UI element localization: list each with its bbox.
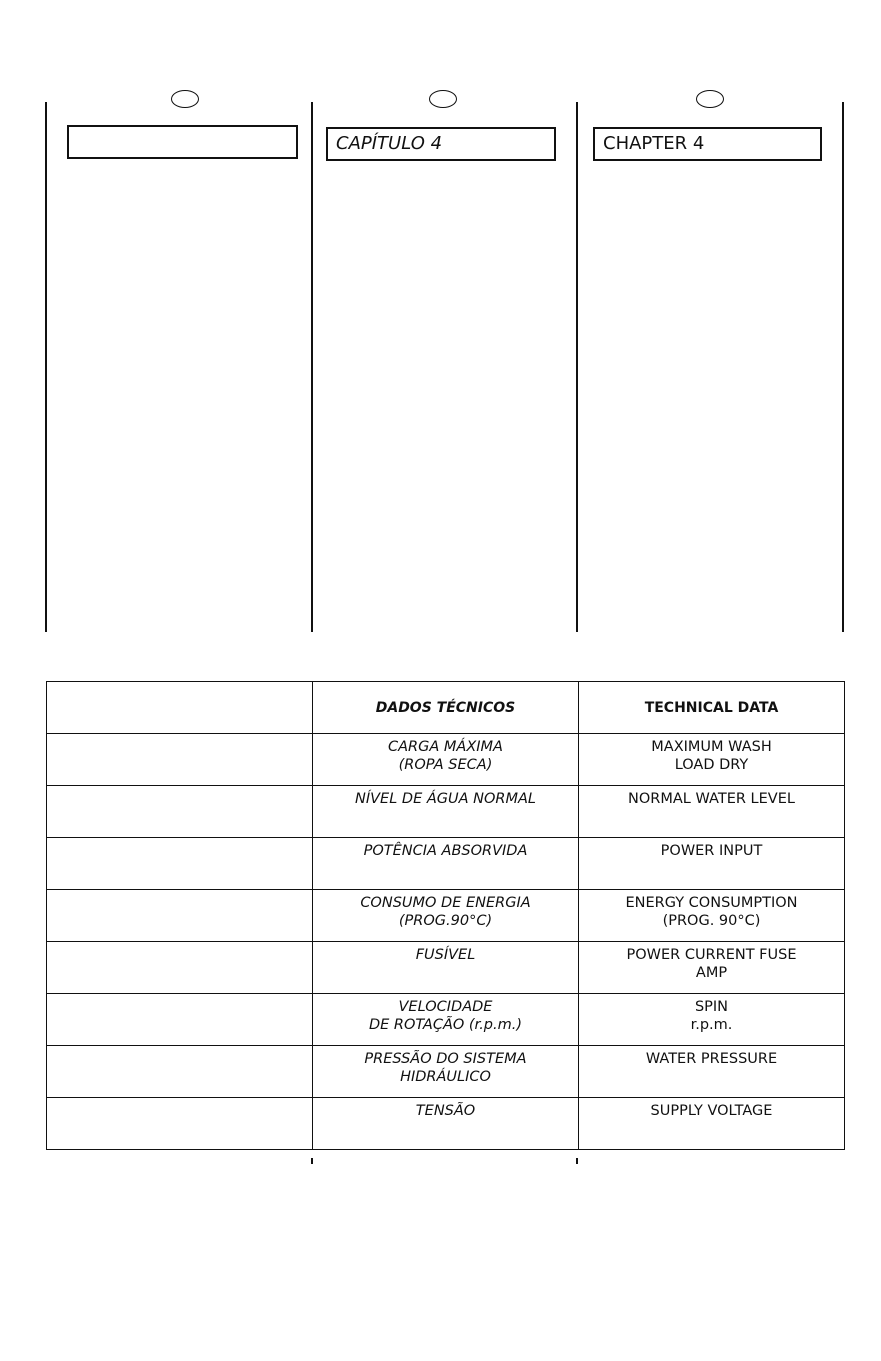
table-cell-pt: TENSÃO xyxy=(313,1098,579,1150)
language-indicator-3 xyxy=(696,90,724,108)
table-cell-en: POWER CURRENT FUSE AMP xyxy=(579,942,845,994)
chapter-heading-label: CAPÍTULO 4 xyxy=(336,133,443,154)
table-cell-blank xyxy=(47,838,313,890)
table-row xyxy=(47,994,845,1046)
table-cell-blank xyxy=(47,942,313,994)
chapter-heading-box-1 xyxy=(67,125,298,159)
table-cell-pt: PRESSÃO DO SISTEMA HIDRÁULICO xyxy=(313,1046,579,1098)
table-row xyxy=(47,786,845,838)
column-divider-1 xyxy=(311,102,313,632)
column-divider-2 xyxy=(576,102,578,632)
language-indicator-2 xyxy=(429,90,457,108)
table-row xyxy=(47,942,845,994)
table-cell-pt: FUSÍVEL xyxy=(313,942,579,994)
table-cell-en: ENERGY CONSUMPTION (PROG. 90°C) xyxy=(579,890,845,942)
table-row xyxy=(47,734,845,786)
table-cell-pt: NÍVEL DE ÁGUA NORMAL xyxy=(313,786,579,838)
table-cell-blank xyxy=(47,994,313,1046)
table-cell-en: POWER INPUT xyxy=(579,838,845,890)
table-cell-blank xyxy=(47,734,313,786)
table-header-cell: TECHNICAL DATA xyxy=(579,682,845,734)
table-cell-en: NORMAL WATER LEVEL xyxy=(579,786,845,838)
table-cell-pt: VELOCIDADE DE ROTAÇÃO (r.p.m.) xyxy=(313,994,579,1046)
table-cell-blank xyxy=(47,1046,313,1098)
table-cell-en: MAXIMUM WASH LOAD DRY xyxy=(579,734,845,786)
technical-data-table xyxy=(46,681,845,1150)
table-cell-pt: POTÊNCIA ABSORVIDA xyxy=(313,838,579,890)
table-cell-blank xyxy=(47,786,313,838)
table-cell-en: SUPPLY VOLTAGE xyxy=(579,1098,845,1150)
table-row xyxy=(47,838,845,890)
table-cell-pt: CARGA MÁXIMA (ROPA SECA) xyxy=(313,734,579,786)
table-divider-stub-2 xyxy=(576,1158,578,1164)
table-row xyxy=(47,1098,845,1150)
chapter-heading-box-2 xyxy=(326,127,556,161)
chapter-heading-label: CHAPTER 4 xyxy=(603,133,705,154)
table-cell-pt: CONSUMO DE ENERGIA (PROG.90°C) xyxy=(313,890,579,942)
table-row xyxy=(47,890,845,942)
table-cell-blank xyxy=(47,1098,313,1150)
chapter-heading-box-3 xyxy=(593,127,822,161)
table-row xyxy=(47,1046,845,1098)
table-header-row xyxy=(47,682,845,734)
table-cell-en: SPIN r.p.m. xyxy=(579,994,845,1046)
column-divider-right xyxy=(842,102,844,632)
column-divider-left xyxy=(45,102,47,632)
table-cell-en: WATER PRESSURE xyxy=(579,1046,845,1098)
language-indicator-1 xyxy=(171,90,199,108)
table-header-cell xyxy=(47,682,313,734)
table-divider-stub-1 xyxy=(311,1158,313,1164)
table-header-cell: DADOS TÉCNICOS xyxy=(313,682,579,734)
table-cell-blank xyxy=(47,890,313,942)
